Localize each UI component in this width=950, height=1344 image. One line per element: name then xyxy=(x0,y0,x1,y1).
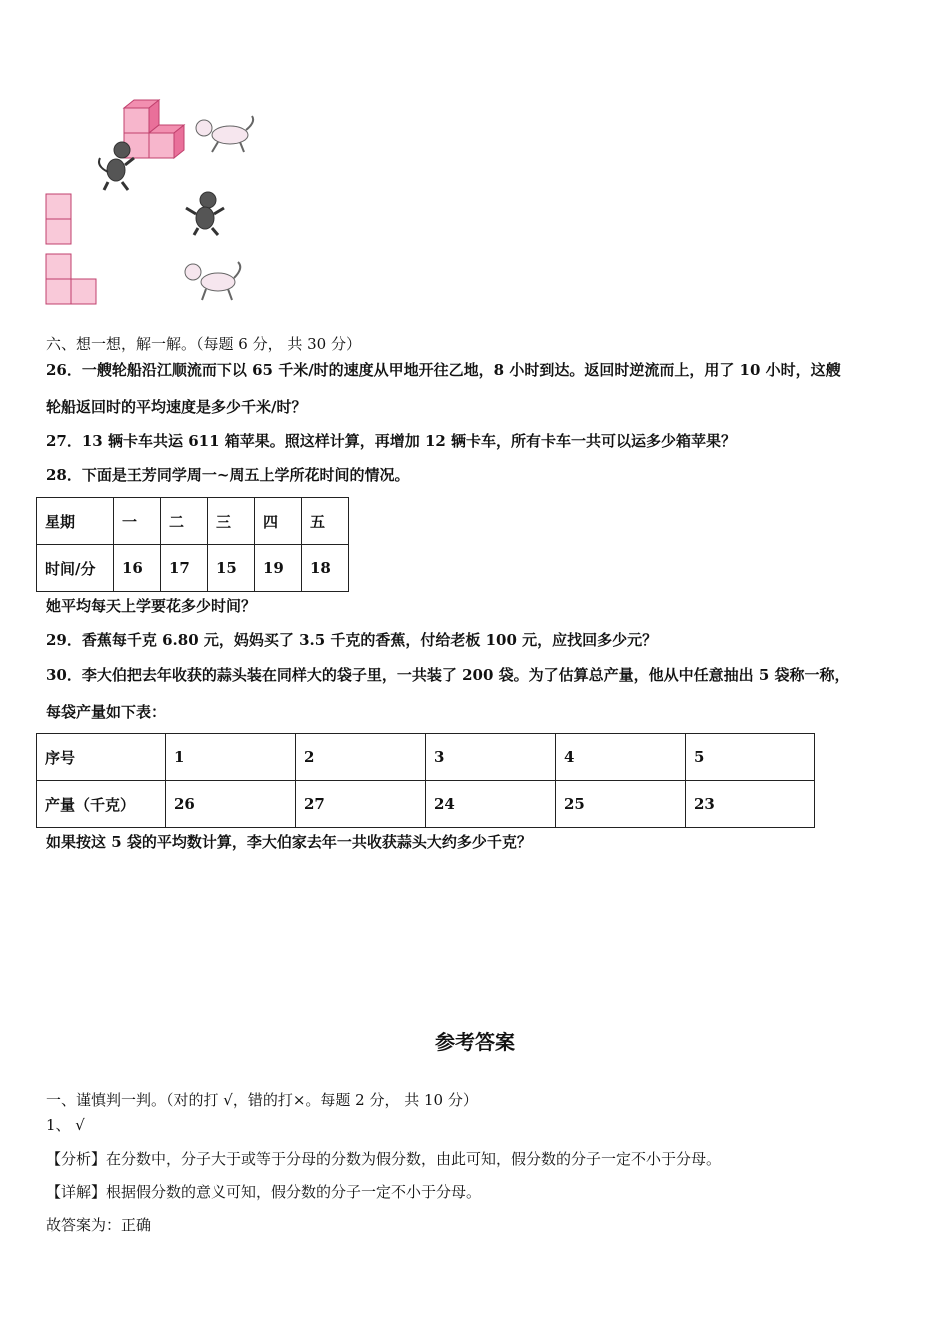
q28: 28．下面是王芳同学周一~周五上学所花时间的情况。 xyxy=(46,466,410,484)
answers-title: 参考答案 xyxy=(435,1030,515,1054)
table2-header-cell: 3 xyxy=(426,734,556,781)
q30-ask: 如果按这 5 袋的平均数计算，李大伯家去年一共收获蒜头大约多少千克？ xyxy=(46,833,532,851)
table1-header-cell: 一 xyxy=(114,498,161,545)
table2-header-cell: 5 xyxy=(686,734,815,781)
answer-detail: 【详解】根据假分数的意义可知，假分数的分子一定不小于分母。 xyxy=(46,1183,482,1201)
monkey-icon xyxy=(186,192,224,235)
view-side-squares xyxy=(46,254,96,304)
table2-header-cell: 4 xyxy=(556,734,686,781)
q27: 27．13 辆卡车共运 611 箱苹果。照这样计算，再增加 12 辆卡车，所有卡车一共可以运多少箱苹果？ xyxy=(46,432,737,450)
table2-header-cell: 1 xyxy=(166,734,296,781)
q26-line1: 26．一艘轮船沿江顺流而下以 65 千米/时的速度从甲地开往乙地，8 小时到达。返回时逆流而上，用了 10 小时，这艘 xyxy=(46,361,841,379)
section6-heading: 六、想一想，解一解。（每题 6 分， 共 30 分） xyxy=(46,335,361,353)
dog-icon xyxy=(185,262,240,300)
table2-header-cell: 2 xyxy=(296,734,426,781)
answer-analysis: 【分析】在分数中，分子大于或等于分母的分数为假分数，由此可知，假分数的分子一定不小于分母。 xyxy=(46,1150,722,1168)
table1-cell: 16 xyxy=(114,545,161,592)
cube-stack xyxy=(124,100,184,158)
table2-cell: 27 xyxy=(296,781,426,828)
table1-cell: 17 xyxy=(161,545,208,592)
table1-cell: 15 xyxy=(208,545,255,592)
table1-cell: 时间/分 xyxy=(37,545,114,592)
table2-cell: 24 xyxy=(426,781,556,828)
cube-views-figure xyxy=(30,90,270,315)
table2-cell: 23 xyxy=(686,781,815,828)
table1-header-cell: 二 xyxy=(161,498,208,545)
table2-header-cell: 序号 xyxy=(37,734,166,781)
dog-icon xyxy=(196,116,253,152)
monkey-icon xyxy=(99,142,134,190)
table2-cell: 产量（千克） xyxy=(37,781,166,828)
table2-cell: 26 xyxy=(166,781,296,828)
table1-cell: 18 xyxy=(302,545,349,592)
view-front-squares xyxy=(46,194,71,244)
garlic-yield-table xyxy=(36,733,815,828)
table1-header-cell: 三 xyxy=(208,498,255,545)
table1-header-cell: 五 xyxy=(302,498,349,545)
q26-line2: 轮船返回时的平均速度是多少千米/时？ xyxy=(46,398,307,416)
q28-ask: 她平均每天上学要花多少时间？ xyxy=(46,597,257,615)
table1-cell: 19 xyxy=(255,545,302,592)
q30-line1: 30．李大伯把去年收获的蒜头装在同样大的袋子里，一共装了 200 袋。为了估算总产量，他从中任意抽出 5 袋称一称， xyxy=(46,666,850,684)
table1-header-cell: 星期 xyxy=(37,498,114,545)
q29: 29．香蕉每千克 6.80 元，妈妈买了 3.5 千克的香蕉，付给老板 100 元，应找回多少元？ xyxy=(46,631,658,649)
answers-section1-heading: 一、谨慎判一判。（对的打 √，错的打×。每题 2 分， 共 10 分） xyxy=(46,1091,478,1109)
table2-cell: 25 xyxy=(556,781,686,828)
answer-conclusion: 故答案为：正确 xyxy=(46,1216,152,1234)
commute-time-table xyxy=(36,497,349,592)
table1-header-cell: 四 xyxy=(255,498,302,545)
q30-line2: 每袋产量如下表： xyxy=(46,703,167,721)
answer-1: 1、 √ xyxy=(46,1116,85,1134)
